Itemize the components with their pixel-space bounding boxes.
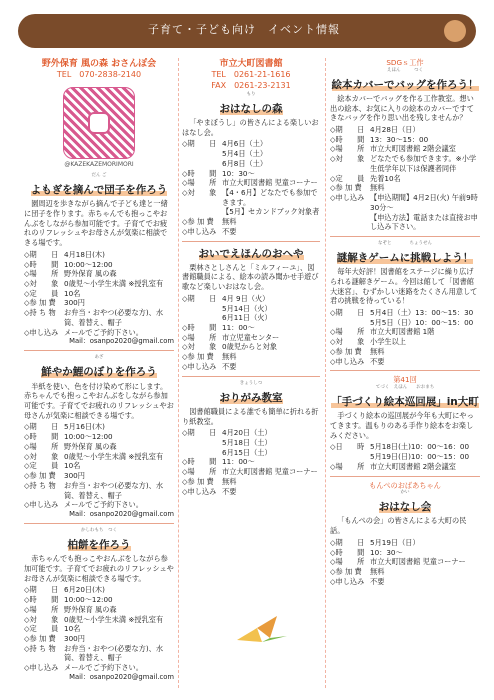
detail-value: 5月5日（日）10：00〜15：00: [370, 317, 474, 327]
event-detail-row: [24, 471, 174, 481]
event-kashiwamochi: [24, 528, 174, 682]
event-detail-row: [24, 328, 174, 338]
event-description: 手づくり絵本の巡回展が今年も大町にやってきます。温もりのある手作り絵本をお楽しみください。: [330, 411, 474, 440]
event-detail-row: [24, 269, 174, 279]
event-description: 「もんぺの会」の皆さんによる大町の民話。: [330, 516, 467, 536]
detail-value: 無料: [370, 183, 385, 193]
event-title-text: おりがみ教室: [219, 391, 283, 404]
detail-value: 10:00〜12:00: [64, 595, 113, 605]
detail-label: ◇期 日: [330, 125, 365, 135]
detail-label: ◇時 間: [182, 457, 217, 467]
event-title-ruby: かしわもち つく: [81, 528, 117, 534]
event-title: [330, 251, 480, 265]
event-title-ruby: えほん つく: [387, 67, 423, 73]
event-detail-row: [24, 279, 174, 289]
event-description: 赤ちゃんでも抱っこやおんぶをしながら参加可能です。子育てでお疲れのリフレッシュやお母さんが気楽に相談できる場です。: [24, 554, 174, 583]
detail-label: ◇場 所: [182, 332, 217, 342]
detail-value: 4月28日（日）: [370, 125, 420, 135]
event-detail-row: [182, 362, 320, 372]
event-detail-row: [24, 432, 174, 442]
detail-label: ◇場 所: [182, 467, 217, 477]
event-detail-row: [330, 135, 480, 145]
detail-value: 10:00〜12:00: [64, 259, 113, 269]
detail-value: 【4・6月】どなたでも参加できます。: [222, 187, 318, 207]
event-title-text: 「手づくり絵本巡回展」in大町: [331, 396, 479, 409]
instagram-icon: [88, 112, 110, 134]
event-detail-row: [330, 548, 480, 558]
detail-value: 市立大町図書館 2階会議室: [370, 144, 456, 154]
event-description: 図書館職員による誰でも簡単に折れる折り紙教室。: [182, 406, 319, 426]
event-detail-row: [182, 487, 320, 497]
detail-value: 市立大町図書館 児童コーナー: [222, 467, 318, 477]
event-ehon-no-oheya: [182, 247, 320, 372]
divider: [330, 476, 480, 477]
detail-label: ◇申し込み: [24, 327, 59, 337]
detail-value: 6月20日(木): [64, 585, 105, 595]
detail-label: ◇対 象: [182, 187, 217, 197]
detail-value: 13：30〜15：00: [370, 134, 429, 144]
detail-value: 4月20日（土）: [222, 428, 272, 438]
detail-label: ◇申し込み: [182, 361, 217, 371]
event-description: 「やまぼうし」の皆さんによる楽しいおはなし会。: [182, 117, 319, 137]
event-title-ruby: かい: [400, 490, 410, 496]
detail-label: ◇申し込み: [24, 663, 59, 673]
detail-label: ◇場 所: [330, 144, 365, 154]
detail-value: 5月4日（土）13：00〜15：30: [370, 308, 474, 317]
detail-label: ◇定 員: [24, 288, 59, 298]
detail-value: 市立大町図書館 2階会議室: [370, 461, 456, 471]
detail-label: [182, 149, 222, 159]
detail-label: ◇時 間: [182, 323, 217, 333]
detail-value: メールでご予約下さい。: [64, 327, 143, 337]
event-detail-row: [182, 139, 320, 149]
detail-label: [182, 313, 222, 323]
event-detail-row: [330, 577, 480, 587]
event-description: 絵本カバーでバッグを作る工作教室。想い出の絵本、お気に入りの絵本のカバーですてきなバッグを作り思い出を残しませんか？: [330, 93, 474, 123]
event-detail-row: [182, 333, 320, 343]
detail-label: ◇対 象: [330, 337, 365, 347]
org-name: 野外保育 風の森 おさんぽ会: [41, 59, 157, 69]
detail-label: ◇期 日: [182, 293, 217, 303]
detail-label: ◇期 日: [330, 308, 365, 317]
detail-label: ◇日 時: [330, 442, 365, 452]
event-detail-row: [24, 595, 174, 605]
detail-value: 6月15日（土）: [222, 447, 272, 457]
detail-value: 不要: [370, 356, 385, 366]
instagram-qr-icon[interactable]: [63, 87, 135, 159]
divider: [182, 241, 320, 242]
detail-value: 4月6日（土）: [222, 139, 268, 149]
event-detail-row: [24, 663, 174, 673]
detail-label: ◇参 加 費: [24, 298, 56, 308]
detail-label: ◇時 間: [24, 432, 59, 442]
event-detail-row: [182, 313, 320, 323]
detail-label: ◇定 員: [24, 624, 59, 634]
detail-label: ◇場 所: [182, 178, 217, 188]
column-outdoor-nursery: [24, 58, 174, 694]
detail-label: ◇対 象: [24, 278, 59, 288]
detail-value: 4月 9日（火）: [222, 293, 270, 303]
detail-value: 11：00〜: [222, 323, 255, 333]
detail-label: ◇対 象: [182, 342, 217, 352]
event-detail-row: [330, 337, 480, 347]
event-detail-row: [182, 227, 320, 237]
column-divider: [325, 58, 326, 688]
detail-value: 野外保育 風の森: [64, 441, 117, 451]
event-subtitle: もんぺのおばあちゃん: [369, 480, 441, 490]
detail-value: 10:00〜12:00: [64, 432, 113, 442]
event-title-text: おはなしの森: [219, 102, 283, 115]
detail-label: [330, 318, 370, 328]
detail-value: 小学生以上: [370, 337, 406, 347]
event-detail-row: [182, 448, 320, 458]
detail-value: 不要: [222, 486, 237, 496]
event-detail-row: [24, 624, 174, 634]
detail-value: 5月19日(日)10：00〜15：00: [370, 452, 470, 462]
event-detail-row: [182, 352, 320, 362]
event-detail-row: [330, 327, 480, 337]
detail-label: ◇持 ち 物: [24, 480, 56, 490]
detail-value: 10：30〜: [222, 168, 255, 178]
event-title: [182, 247, 320, 261]
event-title-ruby: なぞと ちょうせん: [378, 240, 432, 246]
event-detail-row: [330, 442, 480, 452]
column-library: [182, 58, 320, 694]
detail-value: 不要: [222, 361, 237, 371]
event-title: [330, 395, 480, 409]
event-title-ruby: きょうしつ: [239, 380, 263, 386]
event-detail-row: [182, 304, 320, 314]
detail-value: お弁当・おやつ(必要な方)、水筒、着替え、帽子: [64, 480, 164, 500]
event-detail-row: [330, 174, 480, 184]
event-description: 半紙を使い、色を付け染めて形にします。赤ちゃんでも抱っこやおんぶをしながら参加可能です。子育てでお疲れのリフレッシュやお母さんが気楽に相談できる場です。: [24, 381, 174, 420]
detail-value: 無料: [222, 476, 237, 486]
event-detail-row: [182, 438, 320, 448]
detail-value: 【申込方法】電話または直接お申し込み下さい。: [370, 212, 478, 232]
detail-label: ◇場 所: [24, 441, 59, 451]
detail-label: ◇申し込み: [330, 193, 365, 203]
detail-label: ◇時 間: [24, 259, 59, 269]
event-title: [182, 102, 320, 116]
detail-label: ◇参 加 費: [182, 476, 214, 486]
detail-label: [330, 213, 370, 232]
event-title-text: 絵本カバーでバッグを作ろう！: [331, 78, 479, 91]
event-title: [330, 78, 480, 92]
column-divider: [178, 58, 179, 688]
event-detail-row: [182, 467, 320, 477]
event-detail-row: [24, 481, 174, 500]
detail-value: 5月4日（土）: [222, 149, 268, 159]
detail-label: ◇対 象: [330, 154, 365, 164]
detail-value: 無料: [222, 352, 237, 362]
detail-value: 野外保育 風の森: [64, 269, 117, 279]
org-tel: TEL 070-2838-2140: [56, 70, 142, 80]
event-detail-row: [330, 193, 480, 212]
event-title-ruby: あざ: [94, 355, 104, 361]
detail-value: 市立大町図書館 1階: [370, 327, 435, 337]
event-detail-row: [24, 250, 174, 260]
detail-label: ◇場 所: [24, 604, 59, 614]
event-monpe-ohanashi: [330, 481, 480, 587]
event-detail-row: [330, 154, 480, 173]
event-title-text: おはなし会: [378, 501, 432, 514]
event-title-text: 謎解きゲームに挑戦しよう！: [336, 251, 474, 264]
event-title: [330, 500, 480, 514]
event-detail-row: [24, 500, 174, 510]
detail-label: ◇持 ち 物: [24, 308, 56, 318]
detail-value: お弁当・おやつ(必要な方)、水筒、着替え、帽子: [64, 308, 164, 327]
detail-value: 市立大町図書館 児童コーナー: [370, 557, 466, 567]
event-origami: [182, 381, 320, 497]
detail-label: ◇場 所: [24, 269, 59, 279]
event-detail-row: [330, 347, 480, 357]
detail-value: 先着10名: [370, 173, 401, 183]
event-detail-row: [24, 461, 174, 471]
event-detail-row: [182, 217, 320, 227]
event-detail-row: [330, 213, 480, 232]
event-title-ruby: てづく えほん おおまち: [375, 385, 435, 391]
event-detail-row: [24, 442, 174, 452]
event-title-text: 柏餅を作ろう: [67, 539, 131, 552]
detail-value: メールでご予約下さい。: [64, 500, 143, 510]
event-tezukuri-ehon: [330, 375, 480, 471]
detail-label: ◇期 日: [182, 428, 217, 438]
event-detail-row: [330, 357, 480, 367]
event-title-ruby: だん ご: [91, 173, 107, 179]
event-detail-row: [24, 634, 174, 644]
detail-value: 【5月】セカンドブック対象者: [222, 207, 320, 217]
detail-value: 300円: [64, 634, 85, 644]
event-detail-row: [330, 557, 480, 567]
event-detail-row: [182, 477, 320, 487]
event-detail-row: [24, 289, 174, 299]
detail-value: お弁当・おやつ(必要な方)、水筒、着替え、帽子: [64, 643, 164, 663]
event-detail-row: [330, 183, 480, 193]
detail-value: 市立児童センター: [222, 332, 280, 342]
event-detail-row: [182, 457, 320, 467]
event-detail-row: [182, 207, 320, 217]
event-mail: Mail：osanpo2020@gmail.com: [69, 672, 174, 681]
event-detail-row: [24, 585, 174, 595]
event-detail-row: [24, 422, 174, 432]
detail-value: メールでご予約下さい。: [64, 663, 143, 673]
divider: [24, 523, 174, 524]
detail-label: ◇対 象: [24, 614, 59, 624]
event-title: [182, 391, 320, 405]
event-title-text: よもぎを摘んで団子を作ろう: [30, 184, 168, 197]
detail-value: 5月16日(木): [64, 422, 105, 432]
detail-label: [182, 159, 222, 169]
event-detail-row: [24, 644, 174, 663]
detail-label: [182, 207, 222, 217]
detail-label: ◇期 日: [330, 537, 365, 547]
detail-label: ◇申し込み: [24, 500, 59, 510]
detail-value: 無料: [370, 567, 385, 576]
detail-value: 野外保育 風の森: [64, 604, 117, 614]
detail-label: ◇参 加 費: [182, 217, 214, 227]
detail-value: 5月19日（日）: [370, 537, 420, 547]
detail-label: ◇期 日: [24, 585, 59, 595]
detail-label: ◇参 加 費: [24, 471, 56, 481]
event-detail-row: [182, 188, 320, 207]
event-description: 毎年大好評！図書館をステージに繰り広げられる謎解きゲーム。今回は館して「図書館大迷宮」、むずかしい迷路をたくさん用意して君の挑戦を待っている！: [330, 267, 478, 306]
event-detail-row: [182, 169, 320, 179]
event-yomogi: [24, 173, 174, 346]
detail-value: 5月18日（土）: [222, 437, 272, 447]
divider: [330, 370, 480, 371]
column-library-events: [330, 58, 480, 694]
detail-label: [182, 448, 222, 458]
event-detail-row: [24, 615, 174, 625]
event-detail-row: [330, 538, 480, 548]
detail-label: [182, 438, 222, 448]
event-detail-row: [330, 462, 480, 472]
event-title-ruby: もり: [246, 91, 256, 97]
detail-value: 無料: [222, 217, 237, 227]
divider: [330, 236, 480, 237]
org-name: 市立大町図書館: [219, 59, 283, 69]
detail-value: 0歳児〜小学生未満 ※授乳室有: [64, 278, 164, 288]
detail-value: 10：30〜: [370, 547, 403, 557]
event-nazotoki: [330, 241, 480, 366]
event-detail-row: [182, 149, 320, 159]
event-description: 園周辺を歩きながら摘んで子ども達と一緒に団子を作ります。赤ちゃんでも抱っこやおんぶをしながら参加可能です。子育てでお疲れのリフレッシュやお母さんが気楽に相談できる場です。: [24, 199, 168, 248]
event-koinobori: [24, 355, 174, 519]
detail-value: 10名: [64, 288, 81, 298]
event-detail-row: [24, 308, 174, 327]
event-detail-row: [24, 605, 174, 615]
detail-label: ◇期 日: [182, 139, 217, 149]
detail-value: 0歳児〜小学生未満 ※授乳室有: [64, 614, 164, 624]
detail-label: ◇参 加 費: [330, 346, 362, 356]
book-icon: [444, 20, 466, 42]
detail-label: ◇参 加 費: [330, 183, 362, 193]
detail-value: 6月8日（土）: [222, 158, 268, 168]
detail-label: [330, 452, 370, 462]
detail-label: ◇場 所: [330, 461, 365, 471]
detail-label: ◇場 所: [330, 557, 365, 567]
event-mail: Mail：osanpo2020@gmail.com: [69, 509, 174, 518]
qr-caption: @KAZEKAZEMORIMORI: [64, 160, 134, 168]
event-detail-row: [330, 567, 480, 577]
detail-value: 0歳児〜小学生未満 ※授乳室有: [64, 451, 164, 461]
event-title: [24, 365, 174, 379]
detail-label: ◇定 員: [330, 173, 365, 183]
event-detail-row: [182, 323, 320, 333]
detail-value: 300円: [64, 298, 85, 308]
detail-label: ◇時 間: [24, 595, 59, 605]
detail-value: 10名: [64, 624, 81, 634]
detail-label: ◇参 加 費: [182, 352, 214, 362]
event-mail: Mail：osanpo2020@gmail.com: [69, 337, 174, 346]
detail-label: ◇申し込み: [330, 356, 365, 366]
detail-value: 5月18日(土)10：00〜16：00: [370, 442, 470, 452]
event-subtitle: SDGｓ工作: [386, 58, 424, 67]
detail-value: どなたでも参加できます。※小学生低学年以下は保護者同伴: [370, 154, 477, 173]
detail-value: 6月11日（火）: [222, 313, 272, 323]
detail-label: ◇場 所: [330, 327, 365, 337]
header-banner: [18, 14, 476, 48]
detail-value: 4月18日(木): [64, 249, 105, 259]
event-detail-row: [24, 452, 174, 462]
event-detail-row: [330, 318, 480, 328]
detail-label: ◇申し込み: [182, 226, 217, 236]
detail-value: 市立大町図書館 児童コーナー: [222, 178, 318, 188]
event-detail-row: [182, 159, 320, 169]
detail-label: ◇参 加 費: [330, 567, 362, 576]
event-detail-row: [182, 294, 320, 304]
detail-value: 不要: [370, 576, 385, 586]
event-detail-row: [182, 342, 320, 352]
detail-label: ◇定 員: [24, 461, 59, 471]
event-detail-row: [182, 178, 320, 188]
event-ehon-bag: [330, 58, 480, 232]
detail-value: 10名: [64, 461, 81, 471]
event-title-text: おいでえほんのおへや: [198, 247, 304, 260]
event-description: 栗林さとしさんと「ミルフィーユ」、図書館職員による、絵本の読み聞かせ手遊び歌など楽しいおはなし会。: [182, 262, 319, 292]
detail-value: 【申込期間】4月2日(火) 午前9時30分〜: [370, 193, 478, 212]
divider: [24, 350, 174, 351]
event-detail-row: [330, 308, 480, 318]
detail-label: ◇持 ち 物: [24, 643, 56, 653]
detail-value: 不要: [222, 226, 237, 236]
divider: [182, 376, 320, 377]
event-title-text: 鮮やか鯉のぼりを作ろう: [41, 366, 157, 379]
event-detail-row: [330, 144, 480, 154]
detail-label: ◇期 日: [24, 422, 59, 432]
detail-label: ◇申し込み: [182, 486, 217, 496]
event-detail-row: [330, 452, 480, 462]
org-fax: FAX 0261-23-2131: [211, 80, 291, 90]
detail-label: ◇時 間: [330, 547, 365, 557]
detail-label: ◇時 間: [182, 168, 217, 178]
detail-label: ◇期 日: [24, 249, 59, 259]
event-detail-row: [24, 298, 174, 308]
detail-value: 0歳児からと対象: [222, 342, 277, 352]
detail-value: 無料: [370, 346, 385, 356]
detail-label: ◇申し込み: [330, 576, 365, 586]
event-detail-row: [24, 260, 174, 270]
detail-label: ◇参 加 費: [24, 634, 56, 644]
detail-value: 11：00〜: [222, 457, 255, 467]
event-detail-row: [182, 428, 320, 438]
detail-label: [182, 304, 222, 314]
event-subtitle: 第41回: [393, 375, 417, 385]
event-title: [24, 538, 174, 552]
event-ohanashi-no-mori: [182, 92, 320, 237]
detail-value: 5月14日（火）: [222, 303, 272, 313]
origami-crane-icon: [232, 610, 292, 650]
org-tel: TEL 0261-21-1616: [211, 70, 291, 80]
detail-value: 300円: [64, 471, 85, 481]
event-title: [24, 183, 174, 197]
page-title: 子育て・子ども向け イベント情報: [148, 23, 340, 36]
detail-label: ◇時 間: [330, 134, 365, 144]
event-detail-row: [330, 125, 480, 135]
detail-label: ◇対 象: [24, 451, 59, 461]
